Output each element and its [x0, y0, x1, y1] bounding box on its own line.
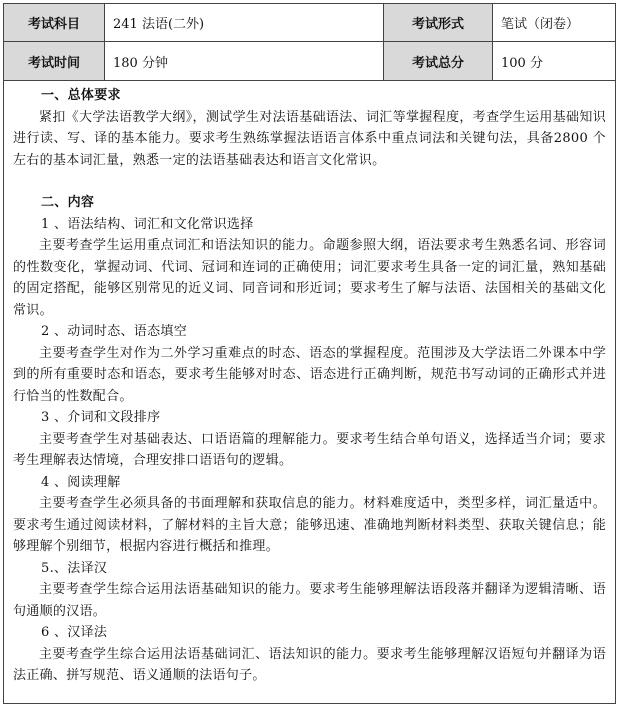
exam-form-label: 考试形式	[384, 4, 493, 42]
item-heading-5: 5.、法译汉	[41, 560, 108, 576]
item-heading-1: 1 、语法结构、词汇和文化常识选择	[41, 216, 254, 232]
item-heading-2: 2 、动词时态、语态填空	[41, 324, 188, 339]
total-score-value: 100 分	[501, 55, 543, 71]
general-requirements-text: 紧扣《大学法语教学大纲》，测试学生对法语基础语法、词汇等掌握程度，考查学生运用基础知识进行读、写、译的基本能力。要求考生熟练掌握法语语言体系中重点词法和关键句法，具备2800 个左右的基本词汇量，熟悉一定的法语基础表达和语言文化常识。	[13, 109, 606, 168]
section-title-content: 二、内容	[41, 195, 95, 210]
item-heading-4: 4 、阅读理解	[41, 474, 121, 490]
item-body-5: 主要考查学生综合运用法语基础知识的能力。要求考生能够理解法语段落并翻译为逻辑清晰、语句通顺的汉语。	[13, 582, 606, 619]
subject-value: 241 法语(二外)	[105, 4, 384, 42]
item-heading-3: 3 、介词和文段排序	[41, 410, 161, 425]
total-score-label: 考试总分	[384, 42, 493, 80]
item-body-6: 主要考查学生综合运用法语基础词汇、语法知识的能力。要求考生能够理解汉语短句并翻译为语法正确、拼写规范、语义通顺的法语句子。	[13, 646, 606, 683]
exam-time-value: 180 分钟	[105, 42, 384, 80]
syllabus-content	[4, 81, 615, 687]
item-body-1: 主要考查学生运用重点词汇和语法知识的能力。命题参照大纲，语法要求考生熟悉名词、形容词的性数变化，掌握动词、代词、冠词和连词的正确使用；词汇要求考生具备一定的词汇量，熟知基础的固定搭配，能够区别常见的近义词、同音词和形近词；要求考生了解与法语、法国相关的基础文化常识。	[13, 238, 606, 318]
item-body-3: 主要考查学生对基础表达、口语语篇的理解能力。要求考生结合单句语义，选择适当介词；要求考生理解表达情境，合理安排口语语句的逻辑。	[13, 431, 606, 468]
exam-form-value: 笔试（闭卷）	[493, 4, 615, 42]
item-body-4: 主要考查学生必须具备的书面理解和获取信息的能力。材料难度适中，类型多样，词汇量适中。要求考生通过阅读材料，了解材料的主旨大意；能够迅速、准确地判断材料类型、获取关键信息；能够理解个别细节，根据内容进行概括和推理。	[13, 496, 606, 554]
section-title-general: 一、总体要求	[41, 88, 121, 103]
subject-label: 考试科目	[4, 4, 105, 42]
info-table	[4, 4, 615, 81]
item-body-2: 主要考查学生对作为二外学习重难点的时态、语态的掌握程度。范围涉及大学法语二外课本中学到的所有重要时态和语态，要求考生能够对时态、语态进行正确判断，规范书写动词的正确形式并进行恰当的性数配合。	[13, 345, 606, 404]
exam-syllabus-document	[3, 3, 616, 704]
item-heading-6: 6 、汉译法	[41, 625, 108, 640]
exam-time-label: 考试时间	[4, 42, 105, 80]
